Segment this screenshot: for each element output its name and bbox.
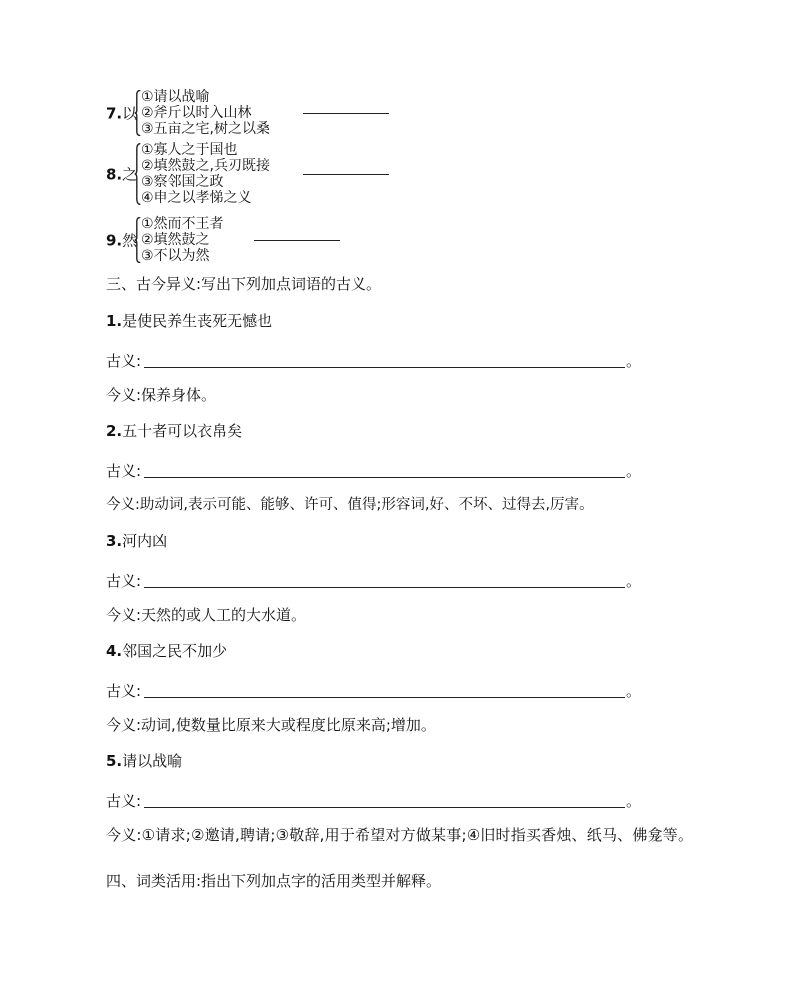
polysemy-sentences: [141, 216, 224, 264]
modern-meaning: 今义:天然的或人工的大水道。: [106, 606, 307, 624]
polysemy-word: 9.然: [106, 231, 138, 250]
polysemy-sentence: ③五亩之宅,树之以桑: [141, 121, 271, 137]
answer-blank[interactable]: [144, 587, 625, 588]
polysemy-sentence: ②斧斤以时入山林: [141, 105, 252, 121]
question-sentence: 4.邻国之民不加少: [106, 642, 228, 660]
period: 。: [626, 462, 642, 480]
ancient-meaning-label: 古义:: [106, 682, 142, 700]
period: 。: [626, 352, 642, 370]
polysemy-sentence: ②填然鼓之: [141, 232, 210, 248]
left-brace-icon: [134, 90, 141, 136]
polysemy-sentence: ①寡人之于国也: [141, 142, 238, 158]
question-sentence: 1.是使民养生丧死无憾也: [106, 312, 273, 330]
polysemy-sentences: [141, 89, 270, 137]
section-heading: 四、词类活用:指出下列加点字的活用类型并解释。: [106, 872, 442, 890]
ancient-meaning-label: 古义:: [106, 462, 142, 480]
answer-blank[interactable]: [144, 367, 625, 368]
answer-blank[interactable]: [144, 807, 625, 808]
section-heading: 三、古今异义:写出下列加点词语的古义。: [106, 275, 382, 293]
question-sentence: 2.五十者可以衣帛矣: [106, 422, 243, 440]
polysemy-item-7: [106, 89, 426, 137]
polysemy-sentence: ③不以为然: [141, 248, 210, 264]
left-brace-icon: [134, 143, 141, 205]
polysemy-sentence: ③察邻国之政: [141, 174, 224, 190]
ancient-meaning-label: 古义:: [106, 572, 142, 590]
polysemy-sentences: [141, 142, 270, 206]
answer-blank[interactable]: [303, 174, 389, 175]
polysemy-sentence: ②填然鼓之,兵刃既接: [141, 158, 271, 174]
modern-meaning: 今义:助动词,表示可能、能够、许可、值得;形容词,好、不坏、过得去,厉害。: [106, 497, 594, 513]
question-sentence: 3.河内凶: [106, 532, 168, 550]
answer-blank[interactable]: [144, 477, 625, 478]
period: 。: [626, 792, 642, 810]
polysemy-sentence: ④申之以孝悌之义: [141, 190, 252, 206]
period: 。: [626, 682, 642, 700]
ancient-meaning-label: 古义:: [106, 352, 142, 370]
polysemy-word: 8.之: [106, 165, 138, 184]
answer-blank[interactable]: [144, 697, 625, 698]
ancient-meaning-label: 古义:: [106, 792, 142, 810]
modern-meaning: 今义:动词,使数量比原来大或程度比原来高;增加。: [106, 716, 436, 734]
polysemy-sentence: ①然而不王者: [141, 216, 224, 232]
modern-meaning: 今义:保养身体。: [106, 386, 217, 404]
polysemy-sentence: ①请以战喻: [141, 89, 210, 105]
polysemy-item-9: [106, 216, 426, 264]
answer-blank[interactable]: [254, 240, 340, 241]
answer-blank[interactable]: [303, 113, 389, 114]
modern-meaning: 今义:①请求;②邀请,聘请;③敬辞,用于希望对方做某事;④旧时指买香烛、纸马、佛龛等。: [106, 826, 694, 844]
polysemy-item-8: [106, 142, 426, 206]
polysemy-word: 7.以: [106, 104, 138, 123]
question-sentence: 5.请以战喻: [106, 752, 183, 770]
left-brace-icon: [134, 217, 141, 263]
period: 。: [626, 572, 642, 590]
